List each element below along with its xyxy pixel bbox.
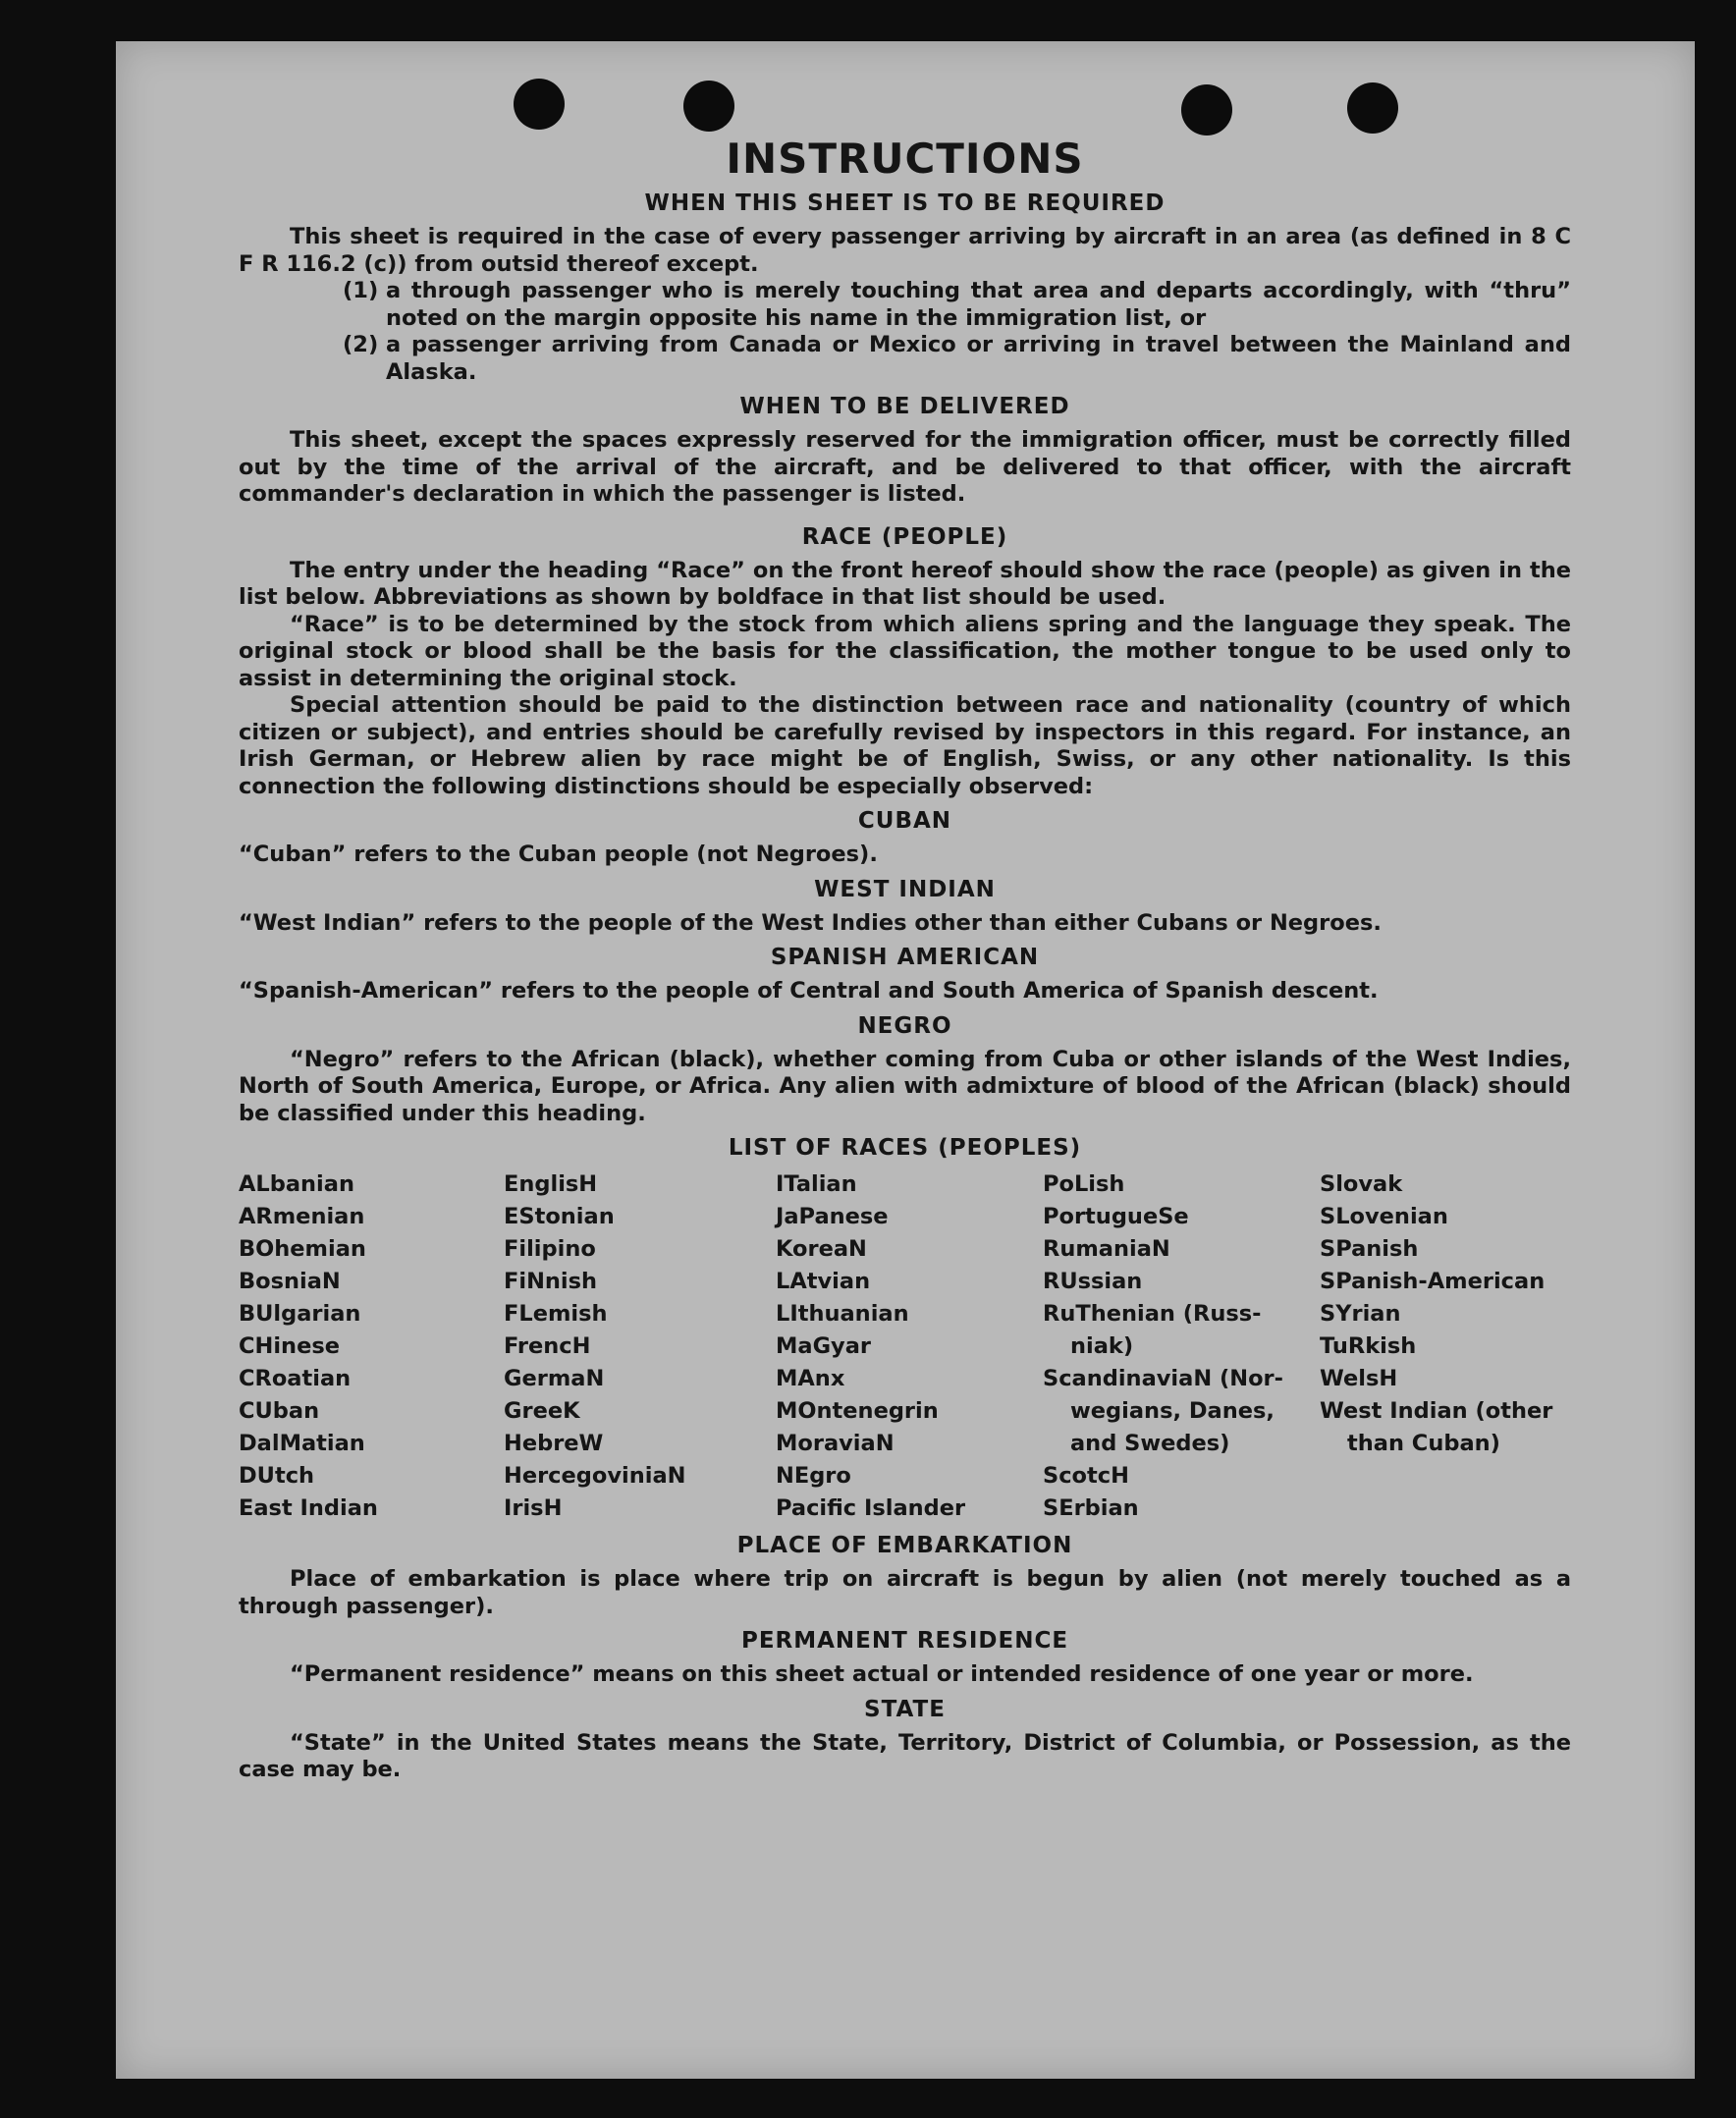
race-entry: SErbian	[1043, 1495, 1139, 1521]
section-heading: PLACE OF EMBARKATION	[736, 1533, 1073, 1558]
race-entry: wegians, Danes,	[1070, 1398, 1275, 1424]
race-entry: DalMatian	[239, 1431, 365, 1456]
race-entry: FLemish	[504, 1301, 608, 1327]
section-text: The entry under the heading “Race” on the front hereof should show the race (people) as given in the list below. Abbreviations as shown by boldface in that list should be used.	[239, 557, 1571, 610]
race-entry: GreeK	[504, 1398, 580, 1424]
race-entry: LIthuanian	[776, 1301, 909, 1327]
race-entry: SPanish-American	[1320, 1269, 1546, 1294]
section-text: This sheet, except the spaces expressly reserved for the immigration officer, must be correctly filled out by the time of the arrival of the aircraft, and be delivered to that officer, with the aircraft commander's declaration in which the passenger is listed.	[239, 427, 1571, 507]
races-column	[1320, 1168, 1571, 1525]
page-title: INSTRUCTIONS	[726, 135, 1084, 183]
race-entry: and Swedes)	[1070, 1431, 1230, 1456]
race-entry: BUlgarian	[239, 1301, 361, 1327]
race-entry: SYrian	[1320, 1301, 1401, 1327]
race-entry: MoraviaN	[776, 1431, 895, 1456]
item-number: (1)	[343, 278, 379, 303]
race-entry: NEgro	[776, 1463, 851, 1489]
punch-hole	[1181, 84, 1232, 136]
section-text: Special attention should be paid to the distinction between race and nationality (country of which citizen or subject), and entries should be carefully revised by inspectors in this regard. For instance, an Irish German, or Hebrew alien by race might be of English, Swiss, or any other nationality. Is this connection the following distinctions should be especially observed:	[239, 692, 1571, 799]
race-entry: BOhemian	[239, 1236, 366, 1262]
race-entry: West Indian (other	[1320, 1398, 1553, 1424]
section-heading: SPANISH AMERICAN	[770, 945, 1040, 970]
exception-item	[239, 278, 1571, 332]
race-entry: BosniaN	[239, 1269, 341, 1294]
section-heading: RACE (PEOPLE)	[801, 523, 1008, 550]
races-column	[504, 1168, 776, 1525]
race-entry: RUssian	[1043, 1269, 1143, 1294]
section-heading: WEST INDIAN	[814, 876, 996, 902]
punch-hole	[514, 79, 565, 130]
race-entry: WelsH	[1320, 1366, 1398, 1391]
section-text: “Cuban” refers to the Cuban people (not Negroes).	[239, 842, 878, 867]
race-entry: CHinese	[239, 1333, 340, 1359]
race-entry: SPanish	[1320, 1236, 1419, 1262]
race-entry: TuRkish	[1320, 1333, 1417, 1359]
races-column	[1043, 1168, 1320, 1525]
race-entry: RuThenian (Russ-	[1043, 1301, 1262, 1327]
section-heading: LIST OF RACES (PEOPLES)	[728, 1135, 1082, 1161]
page-content	[239, 135, 1571, 1784]
exception-item	[239, 332, 1571, 386]
race-entry: HercegoviniaN	[504, 1463, 686, 1489]
race-entry: FiNnish	[504, 1269, 598, 1294]
race-entry: MAnx	[776, 1366, 845, 1391]
race-entry: MOntenegrin	[776, 1398, 939, 1424]
race-entry: HebreW	[504, 1431, 604, 1456]
race-entry: RumaniaN	[1043, 1236, 1170, 1262]
race-entry: ScotcH	[1043, 1463, 1129, 1489]
section-heading: PERMANENT RESIDENCE	[740, 1628, 1069, 1654]
race-entry: niak)	[1070, 1333, 1134, 1359]
race-entry: Filipino	[504, 1236, 596, 1262]
race-entry: Slovak	[1320, 1171, 1403, 1197]
race-entry: ALbanian	[239, 1171, 354, 1197]
section-heading: CUBAN	[857, 808, 952, 834]
section-text: “Negro” refers to the African (black), whether coming from Cuba or other islands of the West Indies, North of South America, Europe, or Africa. Any alien with admixture of blood of the African (black) should be classified under this heading.	[239, 1046, 1571, 1126]
race-entry: PoLish	[1043, 1171, 1125, 1197]
race-entry: than Cuban)	[1347, 1431, 1500, 1456]
section-heading: NEGRO	[857, 1012, 952, 1039]
section-text: “Permanent residence” means on this sheet actual or intended residence of one year or more.	[290, 1661, 1474, 1687]
race-entry: MaGyar	[776, 1333, 871, 1359]
item-text: a through passenger who is merely touching that area and departs accordingly, with “thru” noted on the margin opposite his name in the immigration list, or	[386, 278, 1571, 331]
section-heading: STATE	[864, 1696, 946, 1722]
punch-hole	[683, 81, 734, 132]
race-entry: CRoatian	[239, 1366, 352, 1391]
punch-hole	[1347, 82, 1398, 134]
race-entry: EStonian	[504, 1204, 615, 1229]
race-entry: DUtch	[239, 1463, 315, 1489]
race-entry: LAtvian	[776, 1269, 871, 1294]
document-page	[116, 41, 1695, 2079]
item-number: (2)	[343, 332, 379, 357]
race-entry: GermaN	[504, 1366, 605, 1391]
race-entry: FrencH	[504, 1333, 591, 1359]
race-entry: EnglisH	[504, 1171, 598, 1197]
race-entry: ScandinaviaN (Nor-	[1043, 1366, 1283, 1391]
section-text: Place of embarkation is place where trip on aircraft is begun by alien (not merely touched as a through passenger).	[239, 1566, 1571, 1619]
race-entry: SLovenian	[1320, 1204, 1448, 1229]
section-text: “West Indian” refers to the people of the West Indies other than either Cubans or Negroes.	[239, 909, 1382, 936]
race-entry: CUban	[239, 1398, 320, 1424]
races-column	[239, 1168, 504, 1525]
item-text: a passenger arriving from Canada or Mexico or arriving in travel between the Mainland and Alaska.	[386, 332, 1571, 385]
race-entry: East Indian	[239, 1495, 378, 1521]
race-entry: JaPanese	[776, 1204, 889, 1229]
section-text: “State” in the United States means the State, Territory, District of Columbia, or Possession, as the case may be.	[239, 1729, 1571, 1782]
section-text: “Spanish-American” refers to the people of Central and South America of Spanish descent.	[239, 978, 1379, 1004]
races-list	[239, 1168, 1571, 1525]
section-text: “Race” is to be determined by the stock from which aliens spring and the language they speak. The original stock or blood shall be the basis for the classification, the mother tongue to be used only to assist in determining the original stock.	[239, 611, 1571, 691]
race-entry: IrisH	[504, 1495, 563, 1521]
race-entry: ARmenian	[239, 1204, 365, 1229]
section-heading: WHEN THIS SHEET IS TO BE REQUIRED	[644, 190, 1166, 216]
race-entry: KoreaN	[776, 1236, 867, 1262]
races-column	[776, 1168, 1043, 1525]
section-text: This sheet is required in the case of every passenger arriving by aircraft in an area (as defined in 8 C F R 116.2 (c)) from outsid thereof except.	[239, 224, 1571, 277]
race-entry: ITalian	[776, 1171, 857, 1197]
section-heading: WHEN TO BE DELIVERED	[739, 394, 1070, 419]
race-entry: Pacific Islander	[776, 1495, 966, 1521]
race-entry: PortugueSe	[1043, 1204, 1189, 1229]
